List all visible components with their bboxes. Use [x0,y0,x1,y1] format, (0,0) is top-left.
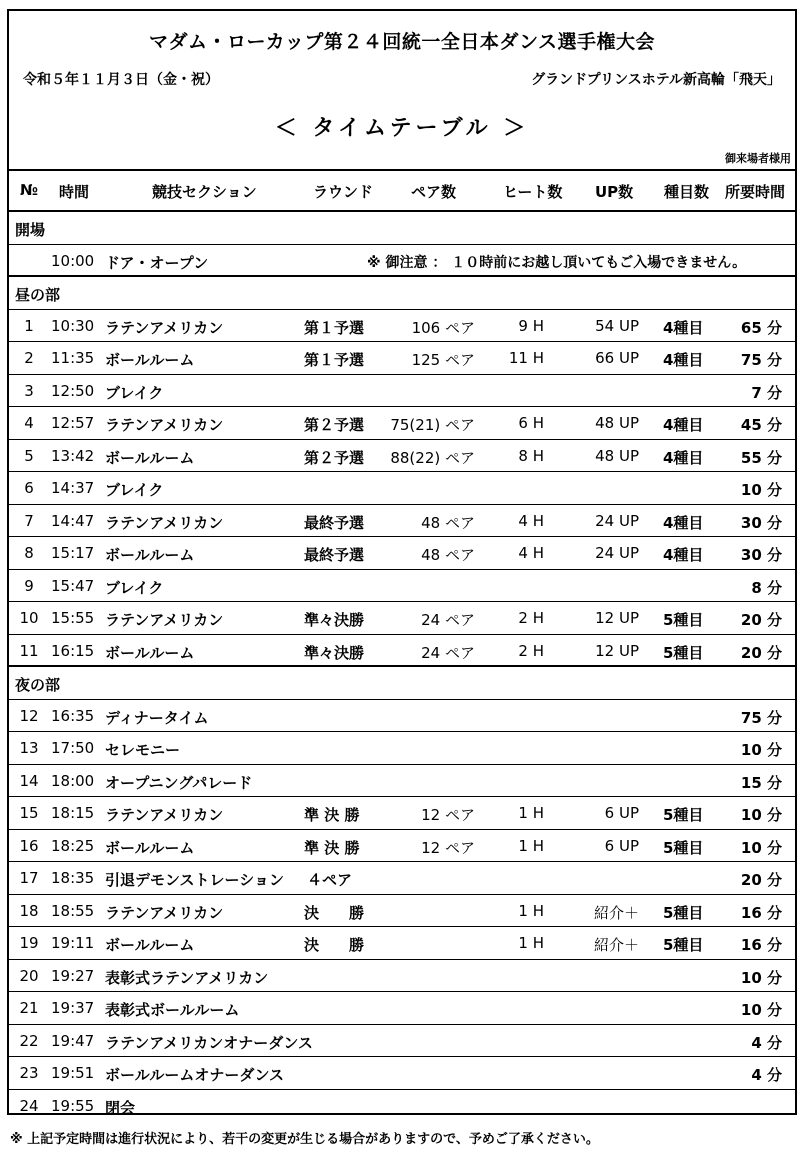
row-time: 13:42 [51,446,95,465]
section-header-row [9,667,795,700]
row-pairs: 106 ペア [411,318,475,337]
row-number: 7 [24,511,34,530]
row-time: 18:55 [51,901,95,920]
row-up: 紹介＋ [593,903,639,922]
row-time: 18:35 [51,869,95,887]
row-section: 表彰式ラテンアメリカン [105,968,269,987]
row-time: 18:25 [51,836,95,855]
timetable-subtitle: ＜ タイムテーブル ＞ [274,116,530,141]
table-row [9,505,795,538]
col-heats: ヒート数 [503,183,563,201]
row-section: ブレイク [105,481,164,499]
col-time: 時間 [59,183,90,201]
row-events: 4種目 [663,546,704,564]
row-number: 21 [19,999,39,1017]
row-section: ブレイク [105,578,164,597]
row-time: 14:37 [51,479,95,497]
table-row [9,1025,795,1058]
row-up: 66 UP [595,349,639,367]
row-time: 19:55 [51,1096,95,1115]
row-duration: 15 分 [740,773,782,792]
row-number: 5 [24,446,34,465]
row-up: 54 UP [595,316,639,335]
row-pairs: 75(21) ペア [390,416,475,434]
row-events: 5種目 [663,903,704,922]
timetable-rows [9,212,795,1122]
row-round: 最終予選 [304,546,365,564]
row-events: 5種目 [663,838,704,857]
row-section: ボールルーム [105,838,195,857]
table-row [9,960,795,993]
row-duration: 10 分 [740,741,782,759]
section-label: 開場 [15,221,46,239]
row-time: 17:50 [51,739,95,757]
row-duration: 10 分 [740,968,782,987]
row-section: ボールルーム [105,936,195,954]
table-row [9,1057,795,1090]
row-section: ラテンアメリカン [105,903,224,922]
row-number: 1 [24,316,34,335]
row-duration: 30 分 [740,513,782,532]
row-time: 15:17 [51,544,95,562]
row-section: ラテンアメリカン [105,611,224,629]
row-section: ラテンアメリカン [105,318,224,337]
row-pairs: ４ペア [307,871,353,889]
row-number: 3 [24,381,34,400]
row-duration: 75 分 [740,351,782,369]
row-time: 19:47 [51,1031,95,1050]
row-duration: 65 分 [740,318,782,337]
row-time: 19:11 [51,934,95,952]
row-events: 4種目 [663,416,704,434]
table-row [9,765,795,798]
row-heats: 4 H [518,511,544,530]
row-up: 12 UP [595,609,639,627]
row-round: 準々決勝 [304,643,365,662]
row-round: 決 勝 [304,903,365,922]
row-duration: 10 分 [740,838,782,857]
row-number: 16 [19,836,39,855]
table-row [9,472,795,505]
row-section: ディナータイム [105,708,209,727]
row-number: 8 [24,544,34,562]
row-round: 第１予選 [304,318,365,337]
row-section: ドア・オープン [105,253,209,272]
row-events: 5種目 [663,806,704,824]
row-duration: 10 分 [740,1001,782,1019]
row-section: ボールルーム [105,351,195,369]
table-row [9,602,795,635]
row-time: 15:47 [51,576,95,595]
row-number: 4 [24,414,34,432]
row-number: 9 [24,576,34,595]
row-events: 4種目 [663,351,704,369]
row-heats: 2 H [518,641,544,660]
timetable-frame [7,9,797,1115]
row-round: 第２予選 [304,448,365,467]
row-section: ボールルーム [105,448,195,467]
row-up: 12 UP [595,641,639,660]
col-duration: 所要時間 [725,183,786,201]
row-number: 15 [19,804,39,822]
row-round: 準 決 勝 [304,838,360,857]
table-row [9,700,795,733]
table-row [9,570,795,603]
row-time: 19:37 [51,999,95,1017]
row-time: 16:15 [51,641,95,660]
row-pairs: 88(22) ペア [390,448,475,467]
row-time: 11:35 [51,349,95,367]
section-header-row [9,277,795,310]
col-up: UP数 [595,183,634,201]
row-heats: 4 H [518,544,544,562]
col-pairs: ペア数 [411,183,457,201]
row-pairs: 12 ペア [421,838,475,857]
row-section: ボールルームオナーダンス [105,1066,285,1084]
row-duration: 30 分 [740,546,782,564]
row-section: 閉会 [105,1098,136,1117]
row-number: 2 [24,349,34,367]
row-duration: 4 分 [751,1066,782,1084]
col-no: № [20,181,39,199]
row-number: 14 [19,771,39,790]
row-time: 19:27 [51,966,95,985]
row-events: 5種目 [663,643,704,662]
row-number: 12 [19,706,39,725]
row-duration: 75 分 [740,708,782,727]
row-time: 10:00 [51,251,95,270]
row-duration: 20 分 [740,611,782,629]
row-round: 最終予選 [304,513,365,532]
table-row [9,1090,795,1123]
table-row [9,245,795,278]
row-time: 18:00 [51,771,95,790]
row-round: 決 勝 [304,936,365,954]
row-round: 第２予選 [304,416,365,434]
row-duration: 20 分 [740,871,782,889]
row-up: 6 UP [604,804,639,822]
row-pairs: 24 ペア [421,611,475,629]
row-section: ブレイク [105,383,164,402]
row-up: 紹介＋ [593,936,639,954]
row-duration: 7 分 [751,383,782,402]
row-number: 17 [19,869,39,887]
row-heats: 2 H [518,609,544,627]
table-row [9,797,795,830]
row-heats: 11 H [508,349,544,367]
document-title: マダム・ローカップ第２４回統一全日本ダンス選手権大会 [148,31,656,53]
row-section: オープニングパレード [105,773,253,792]
table-row [9,310,795,343]
row-duration: 8 分 [751,578,782,597]
row-section: ラテンアメリカン [105,806,224,824]
row-number: 23 [19,1064,39,1082]
row-number: 24 [19,1096,39,1115]
table-row [9,895,795,928]
col-events: 種目数 [664,183,710,201]
row-section: ラテンアメリカンオナーダンス [105,1033,313,1052]
row-number: 10 [19,609,39,627]
row-number: 6 [24,479,34,497]
row-pairs: 48 ペア [421,513,475,532]
row-events: 4種目 [663,448,704,467]
row-time: 14:47 [51,511,95,530]
row-events: 4種目 [663,318,704,337]
row-pairs: 125 ペア [411,351,475,369]
section-label: 夜の部 [15,676,61,694]
row-up: 24 UP [595,511,639,530]
row-section: セレモニー [105,741,181,759]
row-time: 12:50 [51,381,95,400]
row-section: ボールルーム [105,643,195,662]
row-number: 22 [19,1031,39,1050]
row-heats: 1 H [518,934,544,952]
row-events: 5種目 [663,611,704,629]
event-venue: グランドプリンスホテル新高輪「飛天」 [531,72,781,88]
row-up: 48 UP [595,414,639,432]
section-label: 昼の部 [15,286,61,304]
table-row [9,375,795,408]
row-section: ラテンアメリカン [105,513,224,532]
row-section: ボールルーム [105,546,195,564]
section-header-row [9,212,795,245]
opening-note: ※ 御注意 ： １０時前にお越し頂いてもご入場できません。 [367,254,747,271]
row-duration: 4 分 [751,1033,782,1052]
row-events: 5種目 [663,936,704,954]
row-up: 6 UP [604,836,639,855]
row-time: 12:57 [51,414,95,432]
row-pairs: 48 ペア [421,546,475,564]
row-duration: 10 分 [740,806,782,824]
row-number: 19 [19,934,39,952]
row-events: 4種目 [663,513,704,532]
row-time: 19:51 [51,1064,95,1082]
table-row [9,732,795,765]
row-duration: 10 分 [740,481,782,499]
row-time: 18:15 [51,804,95,822]
table-row [9,927,795,960]
col-round: ラウンド [313,183,374,201]
row-pairs: 24 ペア [421,643,475,662]
row-time: 15:55 [51,609,95,627]
table-row [9,407,795,440]
table-header [9,169,795,212]
row-time: 16:35 [51,706,95,725]
row-duration: 45 分 [740,416,782,434]
row-round: 準 決 勝 [304,806,360,824]
row-up: 48 UP [595,446,639,465]
row-heats: 8 H [518,446,544,465]
row-section: 表彰式ボールルーム [105,1001,240,1019]
row-number: 11 [19,641,39,660]
row-duration: 55 分 [740,448,782,467]
footnote: ※ 上記予定時間は進行状況により、若干の変更が生じる場合がありますので、予めご了承ください。 [10,1132,599,1147]
row-section: ラテンアメリカン [105,416,224,434]
row-heats: 9 H [518,316,544,335]
col-section: 競技セクション [152,183,257,201]
table-row [9,537,795,570]
row-duration: 20 分 [740,643,782,662]
row-heats: 1 H [518,804,544,822]
table-row [9,440,795,473]
row-pairs: 12 ペア [421,806,475,824]
table-row [9,635,795,668]
row-duration: 16 分 [740,936,782,954]
row-number: 13 [19,739,39,757]
table-row [9,992,795,1025]
row-heats: 1 H [518,836,544,855]
for-guests-label: 御来場者様用 [725,152,791,165]
table-row [9,342,795,375]
row-up: 24 UP [595,544,639,562]
row-heats: 1 H [518,901,544,920]
row-section: 引退デモンストレーション [105,871,284,889]
row-number: 20 [19,966,39,985]
row-round: 準々決勝 [304,611,365,629]
row-number: 18 [19,901,39,920]
row-time: 10:30 [51,316,95,335]
row-round: 第１予選 [304,351,365,369]
row-duration: 16 分 [740,903,782,922]
row-heats: 6 H [518,414,544,432]
table-row [9,830,795,863]
event-date: 令和５年１１月３日（金・祝） [23,72,219,88]
table-row [9,862,795,895]
